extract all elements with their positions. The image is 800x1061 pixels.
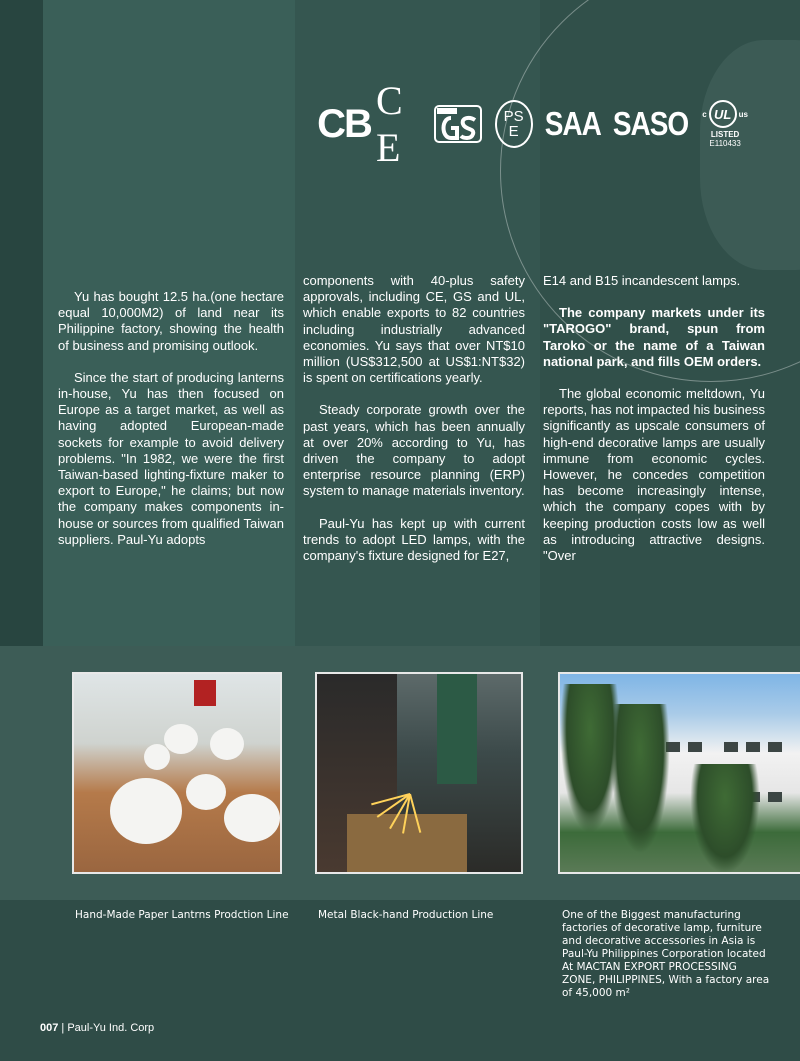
saso-certification-logo: SASO (612, 104, 689, 142)
ul-c-text: c (702, 109, 707, 119)
building-window (768, 742, 782, 752)
column2-paragraph-3: Paul-Yu has kept up with current trends to adopt LED lamps, with the company's fixture designed for E27, (303, 515, 525, 564)
pse-certification-logo (495, 100, 533, 148)
column2-paragraph-1: components with 40-plus safety approvals, including CE, GS and UL, which enable exports to 82 countries including industrially advanced economies. Yu says that over NT$10 million (US$312,500 at US$1:NT$32) is spent on certifications yearly. (303, 273, 525, 386)
column3-paragraph-1: E14 and B15 incandescent lamps. (543, 273, 741, 288)
pse-top-text: PS (503, 108, 524, 125)
lantern-shape (186, 774, 226, 810)
ce-certification-logo: C E (376, 78, 405, 170)
globe-continent-graphic (700, 40, 800, 270)
article-column-3 (543, 273, 765, 580)
column3-paragraph-3: The global economic meltdown, Yu reports, has not impacted his business significantly as upscale consumers of high-end decorative lamps are usually immune from economic cycles. However, he concedes competition has become increasingly intense, which the company copes with by keeping production costs low as well as introducing attractive designs. "Over (543, 386, 765, 564)
footer-company-name: Paul-Yu Ind. Corp (67, 1022, 155, 1034)
column2-paragraph-2: Steady corporate growth over the past years, which has been annually at over 20% according to Yu, has driven the company to adopt enterprise resource planning (ERP) system to manage materials inventory. (303, 402, 525, 499)
page-number: 007 (40, 1022, 59, 1034)
lantern-shape (144, 744, 170, 770)
red-lantern-shape (194, 680, 216, 706)
lantern-shape (164, 724, 198, 754)
ul-mark-row (702, 100, 748, 128)
ul-listed-text: LISTED (710, 130, 740, 139)
factory-building-photo (558, 672, 800, 874)
building-window (768, 792, 782, 802)
lantern-shape (210, 728, 244, 760)
lantern-shape (110, 778, 182, 844)
lantern-shape (224, 794, 280, 842)
building-window (688, 742, 702, 752)
column1-paragraph-2: Since the start of producing lanterns in-house, Yu has then focused on Europe as a target market, as well as having adopted European-made sockets for example to avoid delivery problems. "In 1982, we were the first Taiwan-based lighting-fixture maker to export to Europe," he claims; but now the company makes components in-house or sources from qualified Taiwan suppliers. Paul-Yu adopts (58, 369, 284, 547)
article-column-2 (303, 273, 525, 580)
article-column-1 (58, 289, 284, 564)
footer-separator: | (61, 1022, 65, 1034)
palm-tree-shape (610, 704, 670, 854)
photo2-caption: Metal Black-hand Production Line (318, 909, 494, 921)
machinery-shape (437, 674, 477, 784)
building-window (724, 742, 738, 752)
photo3-caption: One of the Biggest manufacturing factories of decorative lamp, furniture and decorative accessories in Asia is Paul-Yu Philippines Corporation located At MACTAN EXPORT PROCESSING ZONE, PHILIPPINES, With a factory area of 45,000 m² (562, 909, 770, 999)
ul-listed-certification-logo (702, 100, 748, 148)
building-window (746, 742, 760, 752)
palm-tree-shape (690, 764, 760, 874)
column3-paragraph-2: The company markets under its "TAROGO" brand, spun from Taroko or the name of a Taiwan national park, and fills OEM orders. (543, 305, 765, 369)
ul-file-number: E110433 (709, 139, 741, 148)
column1-paragraph-1: Yu has bought 12.5 ha.(one hectare equal 10,000M2) of land near its Philippine factory, showing the health of business and promising outlook. (58, 289, 284, 353)
cb-certification-logo: CB (317, 101, 371, 146)
page-footer (40, 1022, 154, 1034)
saa-certification-logo: SAA (544, 104, 601, 142)
gs-certification-logo (433, 104, 483, 144)
paper-lantern-production-photo (72, 672, 282, 874)
ul-circle-mark: UL (709, 100, 737, 128)
metal-production-line-photo (315, 672, 523, 874)
ul-us-text: us (738, 109, 748, 119)
pse-bottom-text: E (508, 123, 519, 140)
photo1-caption: Hand-Made Paper Lantrns Prodction Line (75, 909, 289, 921)
certification-logos (317, 78, 748, 170)
workbench-shape (347, 814, 467, 874)
